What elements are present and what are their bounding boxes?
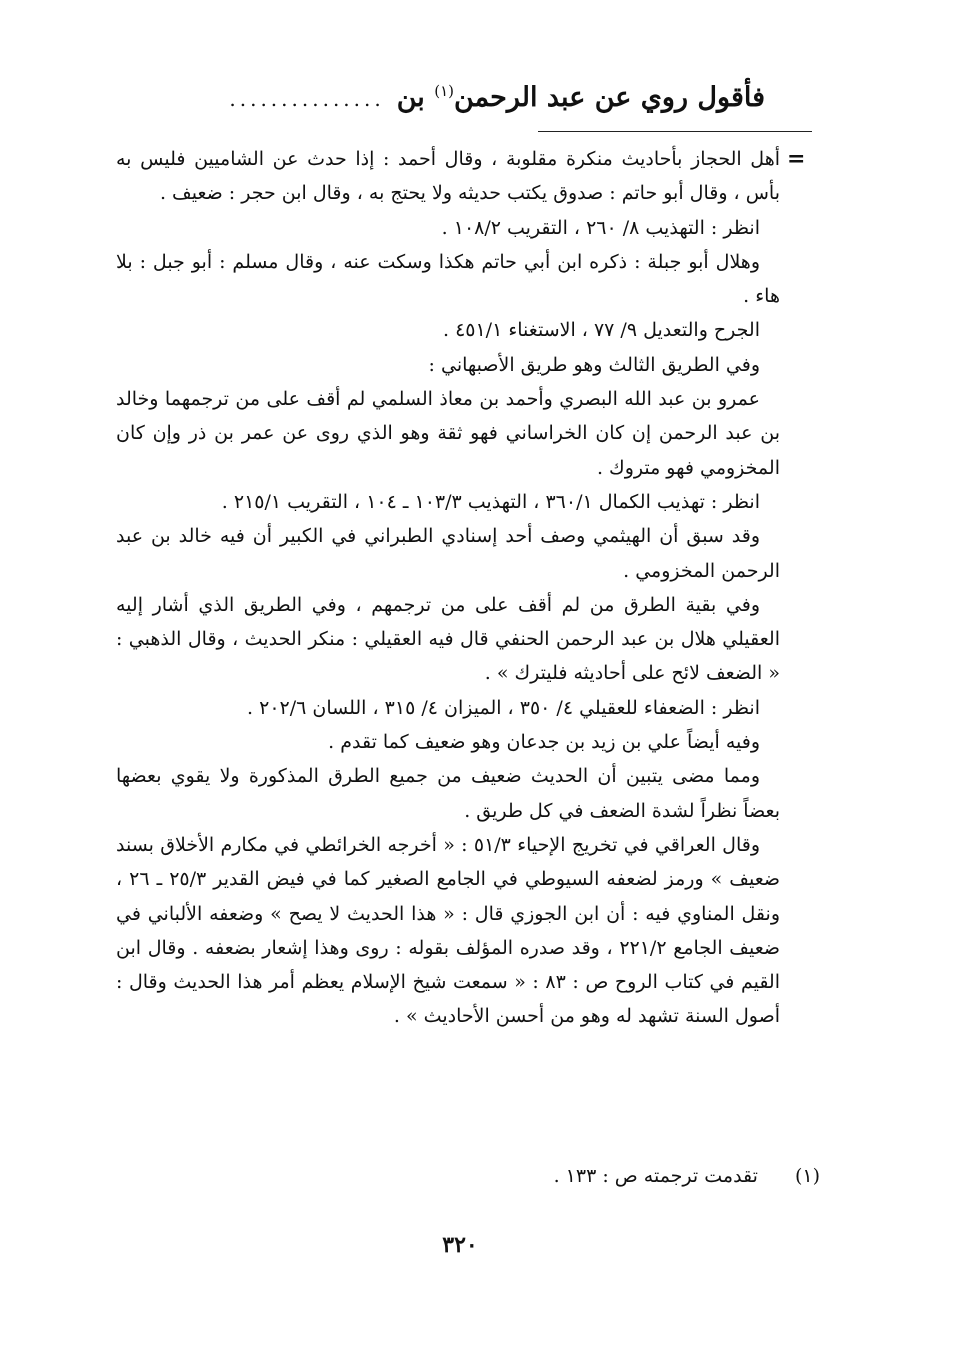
footnote-number: (١) [794,1165,820,1187]
paragraph: وفي بقية الطرق من لم أقف على من ترجمهم ، وفي الطريق الذي أشار إليه العقيلي هلال بن عبد الرحمن الحنفي قال فيه العقيلي : منكر الحديث ، وقال الذهبي : « الضعف لائح على أحاديثه فليترك » . [116,593,780,685]
paragraph: وفيه أيضاً علي بن زيد بن جدعان وهو ضعيف كما تقدم . [328,731,760,754]
paragraph: انظر : تهذيب الكمال ٣٦٠/١ ، التهذيب ١٠٣/٣ ـ ١٠٤ ، التقريب ٢١٥/١ . [221,490,760,513]
footnote-separator-rule [538,131,812,132]
page-header [135,82,765,122]
continuation-mark: = [787,146,806,172]
footnote-body [116,142,780,1034]
paragraph: انظر : التهذيب ٨/ ٢٦٠ ، التقريب ١٠٨/٢ . [441,216,760,239]
header-title-suffix: بن [396,82,435,113]
paragraph: عمرو بن عبد الله البصري وأحمد بن معاذ السلمي لم أقف على من ترجمهما وخالد بن عبد الرحمن إن كان الخراساني فهو ثقة وهو الذي روى عن عمر بن ذر وإن كان المخزومي فهو متروك . [116,388,780,479]
footnote-marker[interactable]: (١) [434,82,454,100]
header-title [397,82,765,113]
header-title-text: فأقول روي عن عبد الرحمن [454,82,765,113]
footnote [300,1159,820,1193]
paragraph: وهلال أبو جبلة : ذكره ابن أبي حاتم هكذا وسكت عنه ، وقال مسلم : أبو جبل : بلا هاء . [116,250,780,308]
paragraph: الجرح والتعديل ٩/ ٧٧ ، الاستغناء ٤٥١/١ . [442,319,760,342]
footnote-text: تقدمت ترجمته ص : ١٣٣ . [553,1165,758,1187]
paragraph: وقد سبق أن الهيثمي وصف أحد إسنادي الطبراني في الكبير أن فيه خالد بن عبد الرحمن المخزومي . [116,525,780,582]
page-number: ٣٢٠ [442,1232,478,1258]
paragraph: انظر : الضعفاء للعقيلي ٤/ ٣٥٠ ، الميزان ٤/ ٣١٥ ، اللسان ٢٠٢/٦ . [247,696,760,719]
paragraph: وقال العراقي في تخريج الإحياء ٥١/٣ : « أخرجه الخرائطي في مكارم الأخلاق بسند ضعيف » ورمز لضعفه السيوطي في الجامع الصغير كما في فيض القدير ٢٥/٣ ـ ٢٦ ، ونقل المناوي فيه : أن ابن الجوزي قال : « هذا الحديث لا يصح » وضعفه الألباني في ضعيف الجامع ٢٢١/٢ ، وقد صدره المؤلف بقوله : روى وهذا إشعار بضعفه . وقال ابن القيم في كتاب الروح ص : ٨٣ : « سمعت شيخ الإسلام يعظم أمر هذا الحديث وقال : أصول السنة تشهد له وهو من أحسن الأحاديث » . [116,833,781,1028]
header-dots: ............... [229,87,385,111]
paragraph: ومما مضى يتبين أن الحديث ضعيف من جميع الطرق المذكورة ولا يقوي بعضها بعضاً نظراً لشدة الضعف في كل طريق . [116,765,780,822]
paragraph: أهل الحجاز بأحاديث منكرة مقلوبة ، وقال أحمد : إذا حدث عن الشاميين فليس به بأس ، وقال أبو حاتم : صدوق يكتب حديثه ولا يحتج به ، وقال ابن حجر : ضعيف . [116,148,780,205]
paragraph: وفي الطريق الثالث وهو طريق الأصبهاني : [428,353,760,376]
